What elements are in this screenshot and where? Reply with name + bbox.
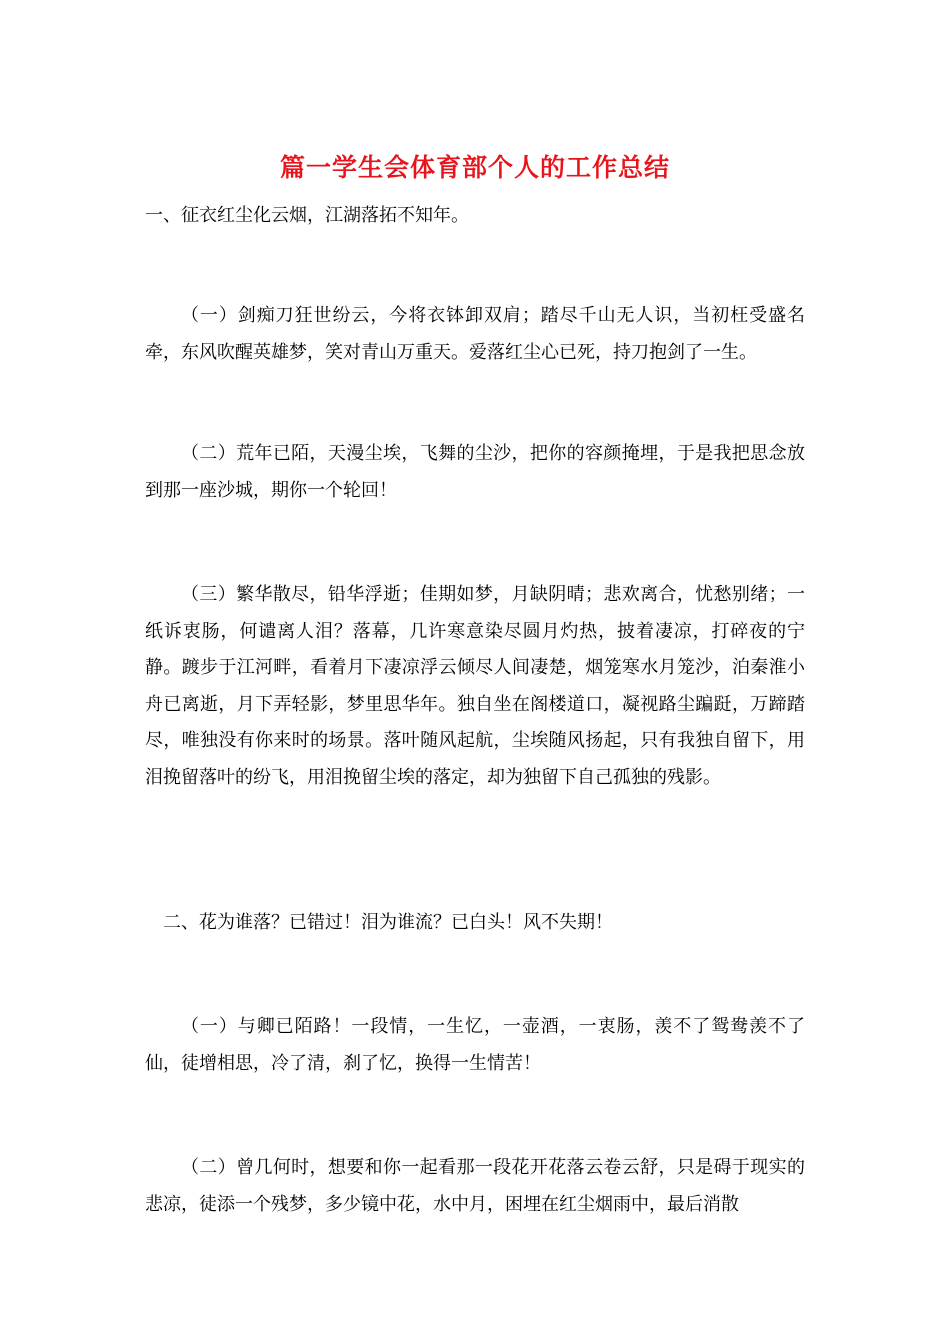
paragraph-1-3: （三）繁华散尽，铅华浮逝；佳期如梦，月缺阴晴；悲欢离合，忧愁别绪；一纸诉衷肠，何谴离人泪？落幕，几许寒意染尽圆月灼热，披着凄凉，打碎夜的宁静。踱步于江河畔，看着月下凄凉浮云倾尽人间凄楚，烟笼寒水月笼沙，泊秦淮小舟已离逝，月下弄轻影，梦里思华年。独自坐在阁楼道口，凝视路尘蹁跹，万蹄踏尽，唯独没有你来时的场景。落叶随风起航，尘埃随风扬起，只有我独自留下，用泪挽留落叶的纷飞，用泪挽留尘埃的落定，却为独留下自己孤独的残影。 (145, 584, 805, 788)
section-heading-2: 二、花为谁落？已错过！泪为谁流？已白头！风不失期！ (163, 912, 613, 933)
paragraph-2-1: （一）与卿已陌路！一段情，一生忆，一壶酒，一衷肠，羡不了鸳鸯羡不了仙，徒增相思，冷了清，刹了忆，换得一生情苦！ (145, 1016, 805, 1074)
section-heading-1: 一、征衣红尘化云烟，江湖落拓不知年。 (145, 205, 469, 226)
paragraph-1-2: （二）荒年已陌，天漫尘埃，飞舞的尘沙，把你的容颜掩埋，于是我把思念放到那一座沙城，期你一个轮回！ (145, 443, 805, 501)
paragraph-2-2: （二）曾几何时，想要和你一起看那一段花开花落云卷云舒，只是碍于现实的悲凉，徒添一个残梦，多少镜中花，水中月，困埋在红尘烟雨中，最后消散 (145, 1157, 805, 1215)
document-title: 篇一学生会体育部个人的工作总结 (279, 153, 670, 182)
paragraph-1-1: （一）剑痴刀狂世纷云，今将衣钵卸双肩；踏尽千山无人识，当初枉受盛名牵，东风吹醒英雄梦，笑对青山万重天。爱落红尘心已死，持刀抱剑了一生。 (145, 305, 805, 363)
